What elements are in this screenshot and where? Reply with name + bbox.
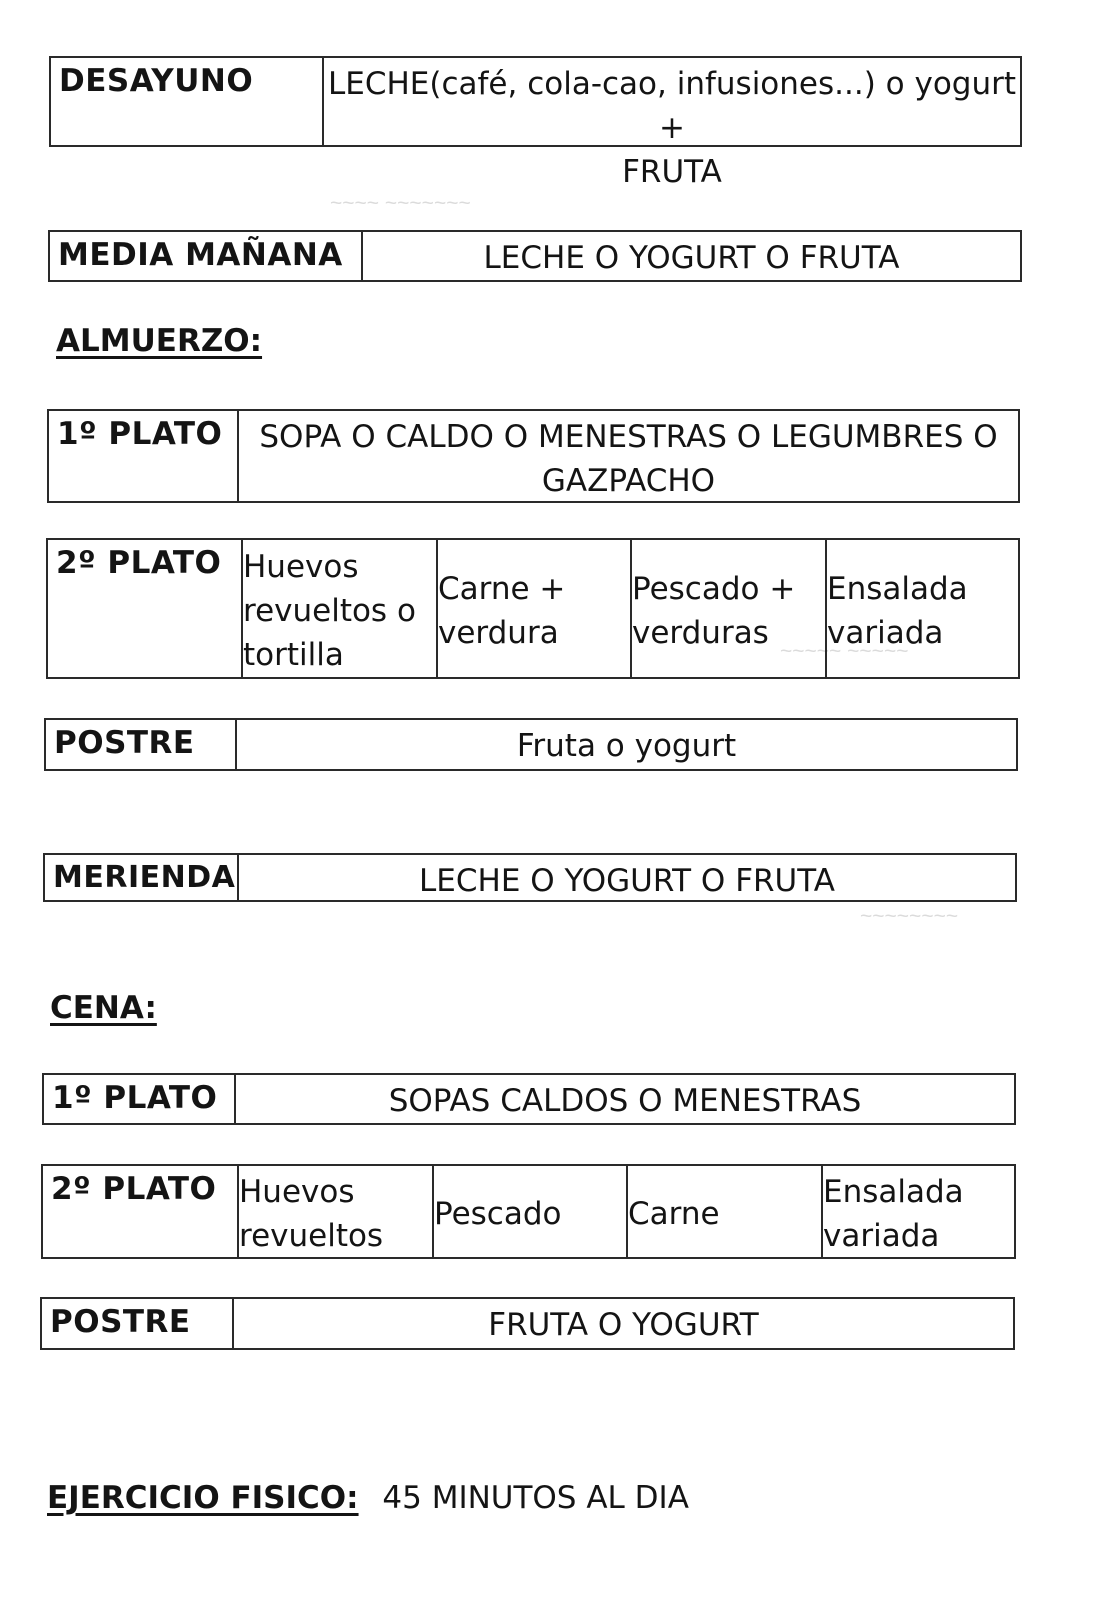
almuerzo-primer-plato-line: GAZPACHO [541,463,716,499]
almuerzo-primer-plato-value [237,411,1018,501]
option-line: variada [823,1217,940,1254]
media-manana-label: MEDIA MAÑANA [58,237,343,273]
almuerzo-segundo-plato-row [46,538,1020,679]
almuerzo-primer-plato-line: SOPA O CALDO O MENESTRAS O LEGUMBRES O [259,419,998,455]
cena-postre-row [40,1297,1015,1350]
option-line: Ensalada [827,570,968,607]
cena-heading: CENA: [50,990,157,1026]
bleed-through-text: ~~~~~~~~ [860,905,959,928]
almuerzo-postre-value: Fruta o yogurt [235,720,1016,769]
cena-postre-label: POSTRE [50,1304,191,1340]
cena-option-pescado [432,1166,626,1257]
option-line: Pescado [434,1195,562,1232]
option-line: Huevos [243,548,359,585]
cena-segundo-plato-row [41,1164,1016,1259]
desayuno-label: DESAYUNO [59,63,254,99]
almuerzo-segundo-plato-label: 2º PLATO [56,545,222,581]
desayuno-value [322,58,1020,190]
desayuno-value-line: LECHE(café, cola-cao, infusiones...) o yogurt + [327,66,1017,146]
desayuno-row [49,56,1022,190]
desayuno-value-line: FRUTA [622,154,722,190]
almuerzo-postre-row [44,718,1018,771]
option-line: verdura [438,614,559,651]
option-line: Pescado + [632,570,796,607]
cena-option-ensalada [821,1166,1014,1257]
almuerzo-postre-label: POSTRE [54,725,195,761]
ejercicio-label: EJERCICIO FISICO: [47,1480,359,1516]
almuerzo-option-pescado [630,540,825,677]
almuerzo-option-huevos [241,540,436,677]
cena-segundo-plato-label: 2º PLATO [51,1171,217,1207]
cena-option-carne [626,1166,821,1257]
cena-postre-value: FRUTA O YOGURT [232,1299,1013,1348]
media-manana-value: LECHE O YOGURT O FRUTA [361,232,1020,280]
almuerzo-option-carne [436,540,630,677]
option-line: revueltos o [243,592,416,629]
merienda-label: MERIENDA [53,860,236,895]
ejercicio-line [47,1480,689,1516]
option-line: Carne + [438,570,566,607]
almuerzo-primer-plato-row [47,409,1020,503]
almuerzo-option-ensalada [825,540,1018,677]
cena-primer-plato-row [42,1073,1016,1125]
media-manana-row [48,230,1022,282]
almuerzo-heading: ALMUERZO: [56,323,263,359]
merienda-value: LECHE O YOGURT O FRUTA [237,855,1015,900]
option-line: Carne [628,1195,720,1232]
bleed-through-text: ~~~~ ~~~~~~~ [330,192,471,215]
option-line: Ensalada [823,1173,964,1210]
cena-primer-plato-value: SOPAS CALDOS O MENESTRAS [234,1075,1014,1123]
almuerzo-primer-plato-label: 1º PLATO [57,416,223,452]
ejercicio-value: 45 MINUTOS AL DIA [382,1480,689,1516]
option-line: variada [827,614,944,651]
option-line: verduras [632,614,769,651]
bleed-through-text: ~~~~~ ~~~~~ [780,640,909,663]
option-line: tortilla [243,636,344,673]
cena-option-huevos [237,1166,432,1257]
merienda-row [43,853,1017,902]
option-line: Huevos [239,1173,355,1210]
cena-primer-plato-label: 1º PLATO [52,1080,218,1116]
option-line: revueltos [239,1217,384,1254]
